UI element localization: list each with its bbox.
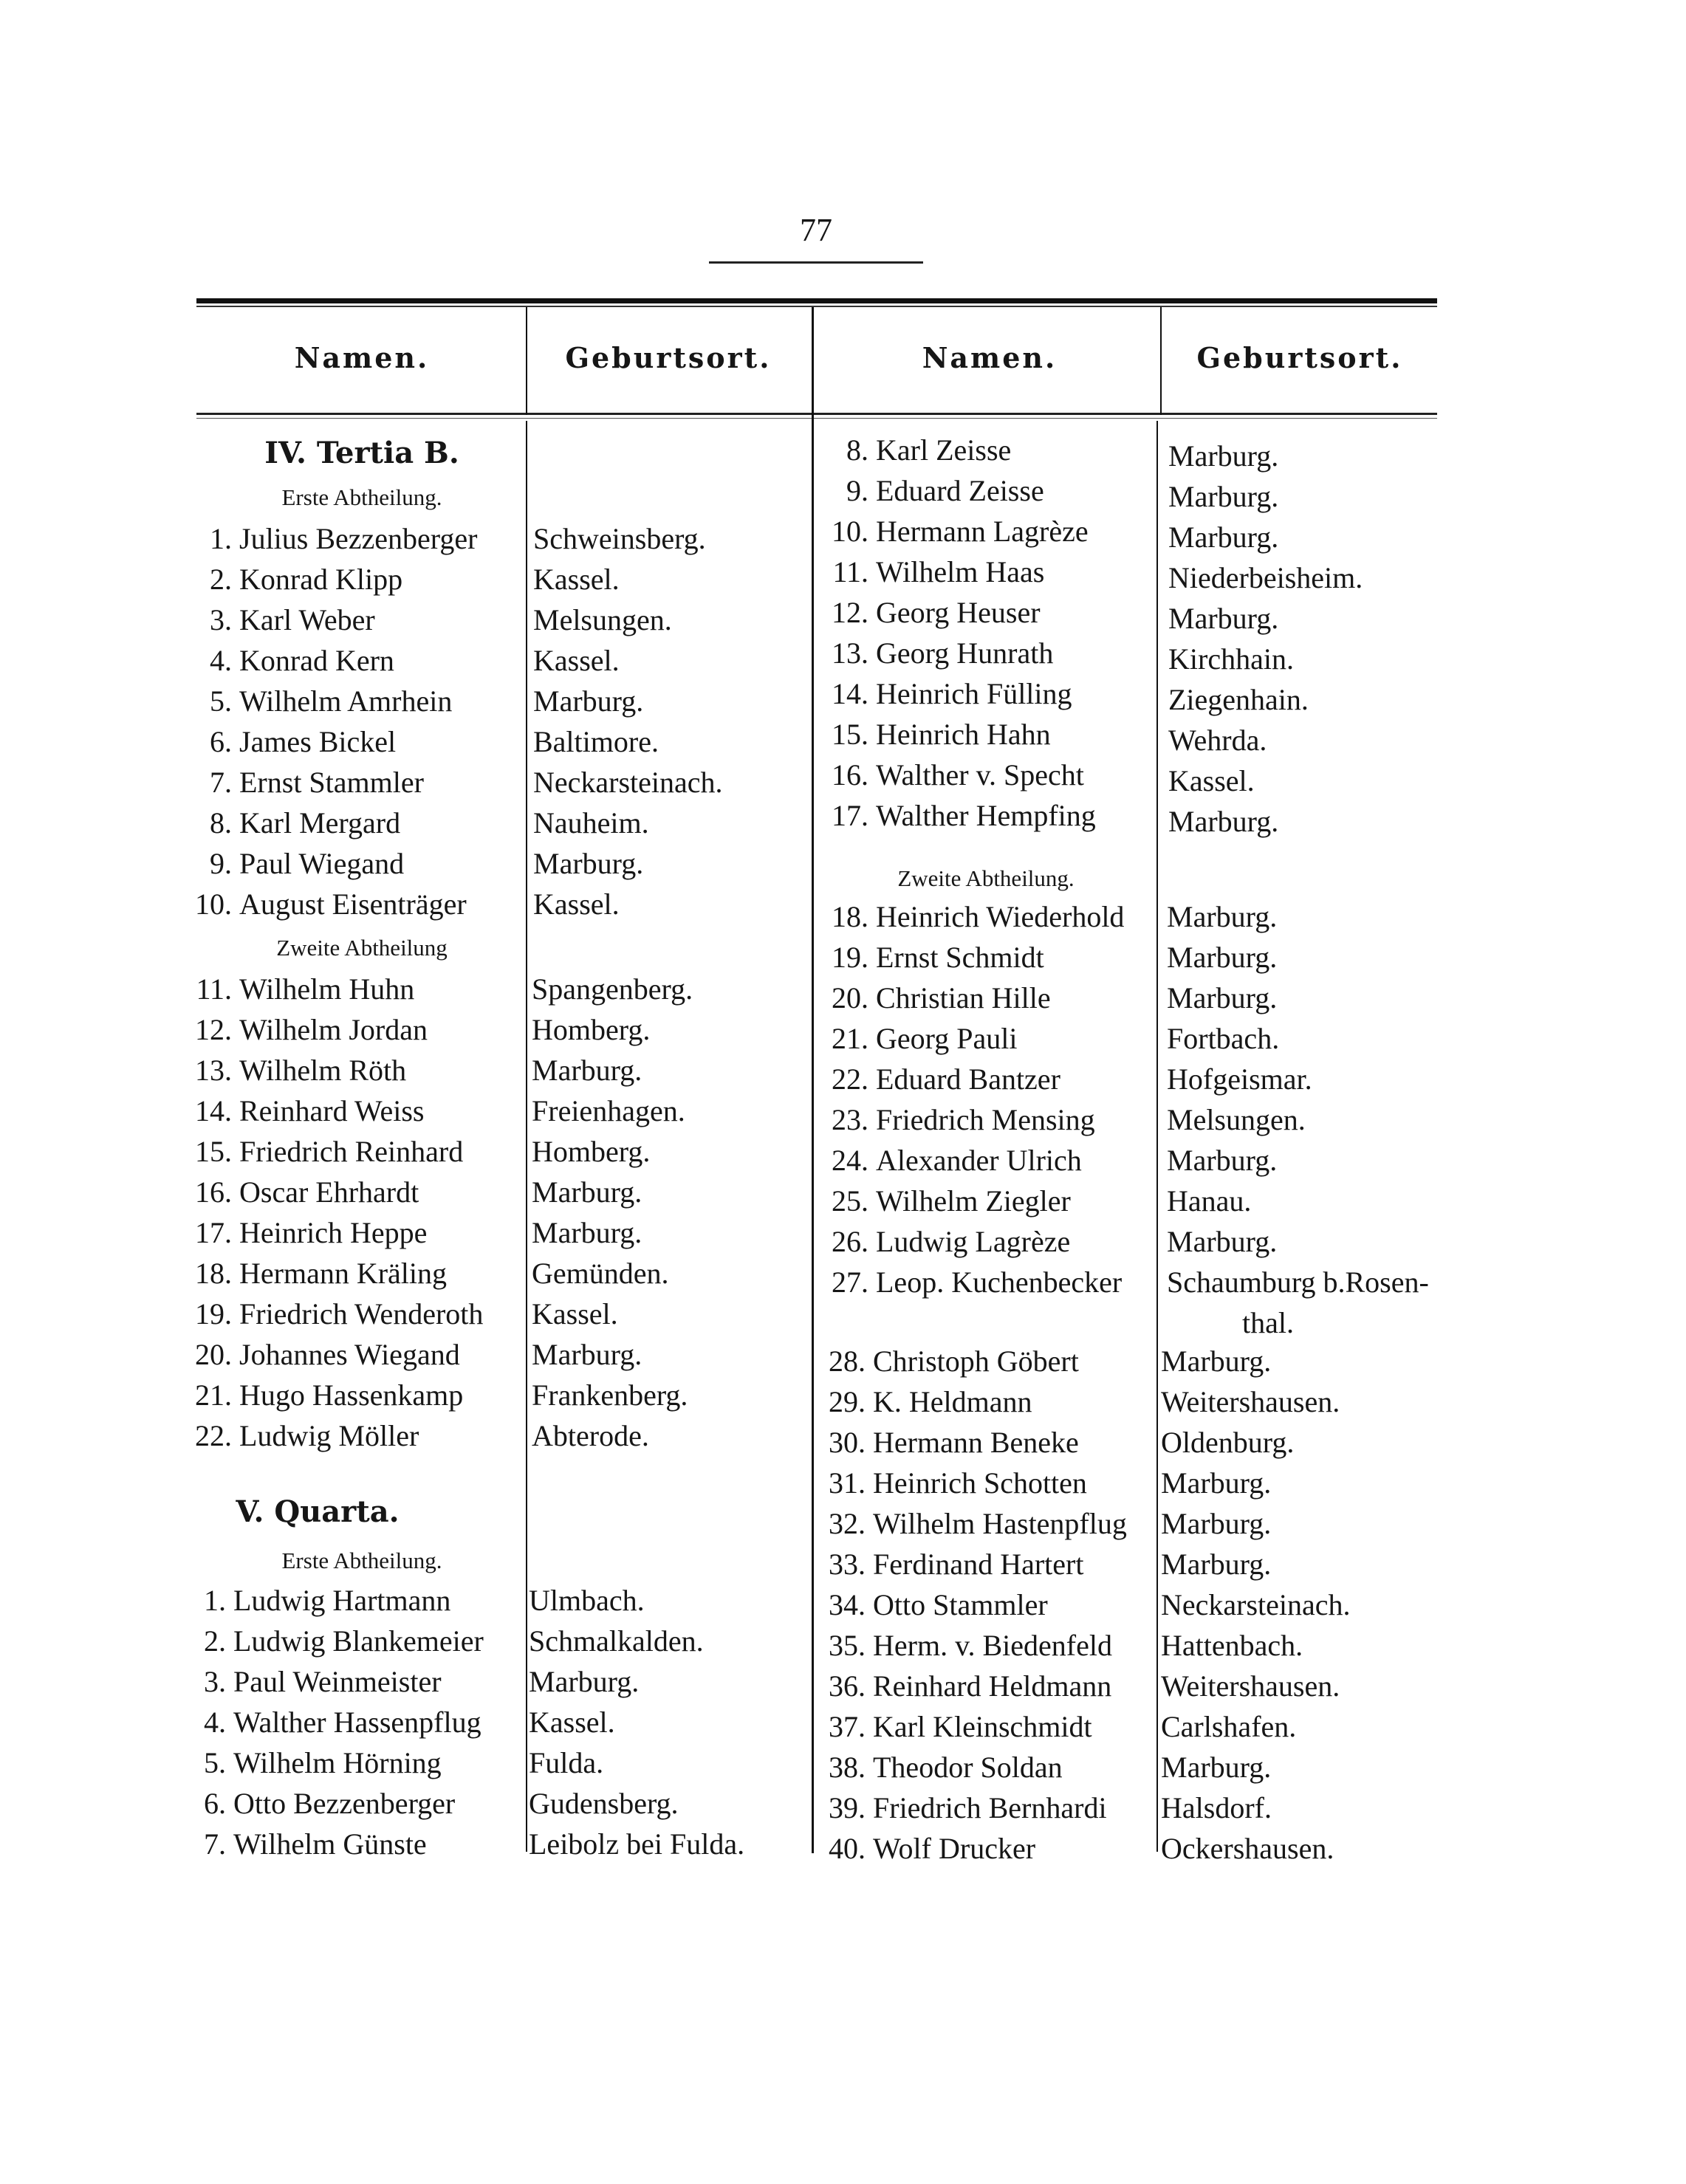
list-item: 19. Friedrich Wenderoth bbox=[195, 1297, 484, 1330]
list-item: 31. Heinrich Schotten bbox=[829, 1466, 1087, 1500]
list-item: 4. Konrad Kern bbox=[210, 644, 394, 677]
section-title-tertia-b: IV. Tertia B. bbox=[264, 436, 459, 470]
list-item: 17. Heinrich Heppe bbox=[195, 1216, 428, 1249]
header-names-right: Namen. bbox=[922, 341, 1058, 374]
list-item: 10. Hermann Lagrèze bbox=[832, 515, 1089, 548]
list-item: 1. Ludwig Hartmann bbox=[204, 1584, 451, 1617]
list-item: 12. Georg Heuser bbox=[832, 596, 1041, 629]
list-item: 14. Heinrich Fülling bbox=[832, 677, 1072, 710]
column-divider-3 bbox=[1160, 307, 1162, 415]
list-item: 26. Ludwig Lagrèze bbox=[832, 1225, 1071, 1258]
list-item: 23. Friedrich Mensing bbox=[832, 1103, 1095, 1136]
list-item: 36. Reinhard Heldmann bbox=[829, 1669, 1112, 1703]
list-item: 34. Otto Stammler bbox=[829, 1588, 1048, 1621]
list-item: 22. Ludwig Möller bbox=[195, 1419, 419, 1452]
list-item: 21. Georg Pauli bbox=[832, 1022, 1018, 1055]
list-item: 7. Wilhelm Günste bbox=[204, 1827, 427, 1861]
list-item: 4. Walther Hassenpflug bbox=[204, 1706, 482, 1739]
list-item: 25. Wilhelm Ziegler bbox=[832, 1184, 1071, 1218]
places-tertia-zweite: Spangenberg. Homberg. Marburg. Freienhagen. Homberg. Marburg. Marburg. Gemünden. Kassel. Marburg. Frankenberg. Abterode. bbox=[532, 972, 693, 1452]
list-item: 11. Wilhelm Haas bbox=[832, 555, 1045, 588]
places-right-erste: Marburg. Marburg. Marburg. Niederbeisheim. Marburg. Kirchhain. Ziegenhain. Wehrda. Kassel. Marburg. bbox=[1168, 439, 1363, 838]
list-item: 3. Paul Weinmeister bbox=[204, 1665, 442, 1698]
list-item: 16. Walther v. Specht bbox=[832, 758, 1084, 791]
list-item: 13. Wilhelm Röth bbox=[195, 1054, 407, 1087]
list-item: 32. Wilhelm Hastenpflug bbox=[829, 1507, 1127, 1540]
page-number-rule bbox=[709, 261, 923, 264]
table-top-rule-thin bbox=[196, 306, 1437, 307]
list-item: 3. Karl Weber bbox=[210, 603, 375, 636]
list-item: 35. Herm. v. Biedenfeld bbox=[829, 1629, 1112, 1662]
places-quarta-erste: Ulmbach. Schmalkalden. Marburg. Kassel. Fulda. Gudensberg. Leibolz bei Fulda. bbox=[529, 1584, 745, 1861]
list-item: 28. Christoph Göbert bbox=[829, 1345, 1079, 1378]
list-item: 5. Wilhelm Amrhein bbox=[210, 684, 453, 718]
list-item: 7. Ernst Stammler bbox=[210, 766, 424, 799]
list-item: 10. August Eisenträger bbox=[195, 887, 467, 921]
list-item: 6. James Bickel bbox=[210, 725, 397, 758]
list-item: 24. Alexander Ulrich bbox=[832, 1144, 1082, 1177]
column-divider-1 bbox=[526, 307, 527, 415]
list-item: 38. Theodor Soldan bbox=[829, 1751, 1063, 1784]
list-item: 18. Hermann Kräling bbox=[195, 1257, 448, 1290]
list-item: 13. Georg Hunrath bbox=[832, 636, 1054, 670]
list-item: 33. Ferdinand Hartert bbox=[829, 1548, 1084, 1581]
names-tertia-zweite bbox=[191, 969, 530, 1456]
list-item: 2. Konrad Klipp bbox=[210, 563, 403, 596]
list-item: 9. Paul Wiegand bbox=[210, 847, 405, 880]
subsection-zweite-abtheilung: Zweite Abtheilung bbox=[276, 935, 448, 961]
list-item: 19. Ernst Schmidt bbox=[832, 941, 1044, 974]
list-item: 15. Heinrich Hahn bbox=[832, 718, 1051, 751]
names-right-zweite-b bbox=[824, 1341, 1156, 1869]
header-bottom-rule-thin bbox=[196, 418, 1437, 419]
header-birthplace-left: Geburtsort. bbox=[565, 341, 772, 374]
list-item: 14. Reinhard Weiss bbox=[195, 1094, 425, 1127]
subsection-erste-abtheilung: Erste Abtheilung. bbox=[281, 484, 442, 510]
list-item: 22. Eduard Bantzer bbox=[832, 1062, 1060, 1096]
names-tertia-erste bbox=[191, 518, 530, 924]
list-item: 27. Leop. Kuchenbecker bbox=[832, 1266, 1123, 1299]
list-item: 12. Wilhelm Jordan bbox=[195, 1013, 428, 1046]
subsection-right-zweite-abtheilung: Zweite Abtheilung. bbox=[897, 865, 1075, 891]
list-item: 37. Karl Kleinschmidt bbox=[829, 1710, 1092, 1743]
list-item: 16. Oscar Ehrhardt bbox=[195, 1175, 419, 1209]
list-item: 29. K. Heldmann bbox=[829, 1385, 1032, 1418]
list-item: 20. Johannes Wiegand bbox=[195, 1338, 460, 1371]
list-item: 15. Friedrich Reinhard bbox=[195, 1135, 464, 1168]
center-divider bbox=[812, 307, 814, 1853]
list-item: 5. Wilhelm Hörning bbox=[204, 1746, 442, 1779]
list-item: 39. Friedrich Bernhardi bbox=[829, 1791, 1107, 1824]
header-names-left: Namen. bbox=[294, 341, 430, 374]
header-birthplace-right: Geburtsort. bbox=[1196, 341, 1403, 374]
names-right-zweite-a bbox=[827, 896, 1159, 1302]
names-right-erste bbox=[827, 430, 1159, 836]
section-title-quarta: V. Quarta. bbox=[236, 1494, 400, 1529]
names-quarta-erste bbox=[185, 1580, 524, 1864]
table-top-rule bbox=[196, 298, 1437, 303]
list-item: 8. Karl Mergard bbox=[210, 806, 401, 839]
places-right-zweite-b: Marburg. Weitershausen. Oldenburg. Marburg. Marburg. Marburg. Neckarsteinach. Hattenbach. Weitershausen. Carlshafen. Marburg. Halsdorf. Ockershausen. bbox=[1161, 1345, 1351, 1865]
list-item: 18. Heinrich Wiederhold bbox=[832, 900, 1125, 933]
list-item: 40. Wolf Drucker bbox=[829, 1832, 1036, 1865]
list-item: 21. Hugo Hassenkamp bbox=[195, 1378, 464, 1412]
subsection-quarta-erste-abtheilung: Erste Abtheilung. bbox=[281, 1548, 442, 1573]
places-right-zweite-a: Marburg. Marburg. Marburg. Fortbach. Hofgeismar. Melsungen. Marburg. Hanau. Marburg. Schaumburg b.Rosen- thal. bbox=[1167, 900, 1429, 1339]
places-tertia-erste: Schweinsberg. Kassel. Melsungen. Kassel. Marburg. Baltimore. Neckarsteinach. Nauheim. Marburg. Kassel. bbox=[533, 522, 723, 921]
list-item: 6. Otto Bezzenberger bbox=[204, 1787, 456, 1820]
list-item: 11. Wilhelm Huhn bbox=[196, 972, 415, 1006]
list-item: 9. Eduard Zeisse bbox=[846, 474, 1044, 507]
list-item: 1. Julius Bezzenberger bbox=[210, 522, 478, 555]
list-item: 20. Christian Hille bbox=[832, 981, 1051, 1014]
list-item: 2. Ludwig Blankemeier bbox=[204, 1624, 484, 1658]
header-bottom-rule bbox=[196, 413, 1437, 415]
page-number: 77 bbox=[800, 212, 832, 248]
list-item: 8. Karl Zeisse bbox=[846, 433, 1012, 467]
list-item: 17. Walther Hempfing bbox=[832, 799, 1096, 832]
list-item: 30. Hermann Beneke bbox=[829, 1426, 1079, 1459]
